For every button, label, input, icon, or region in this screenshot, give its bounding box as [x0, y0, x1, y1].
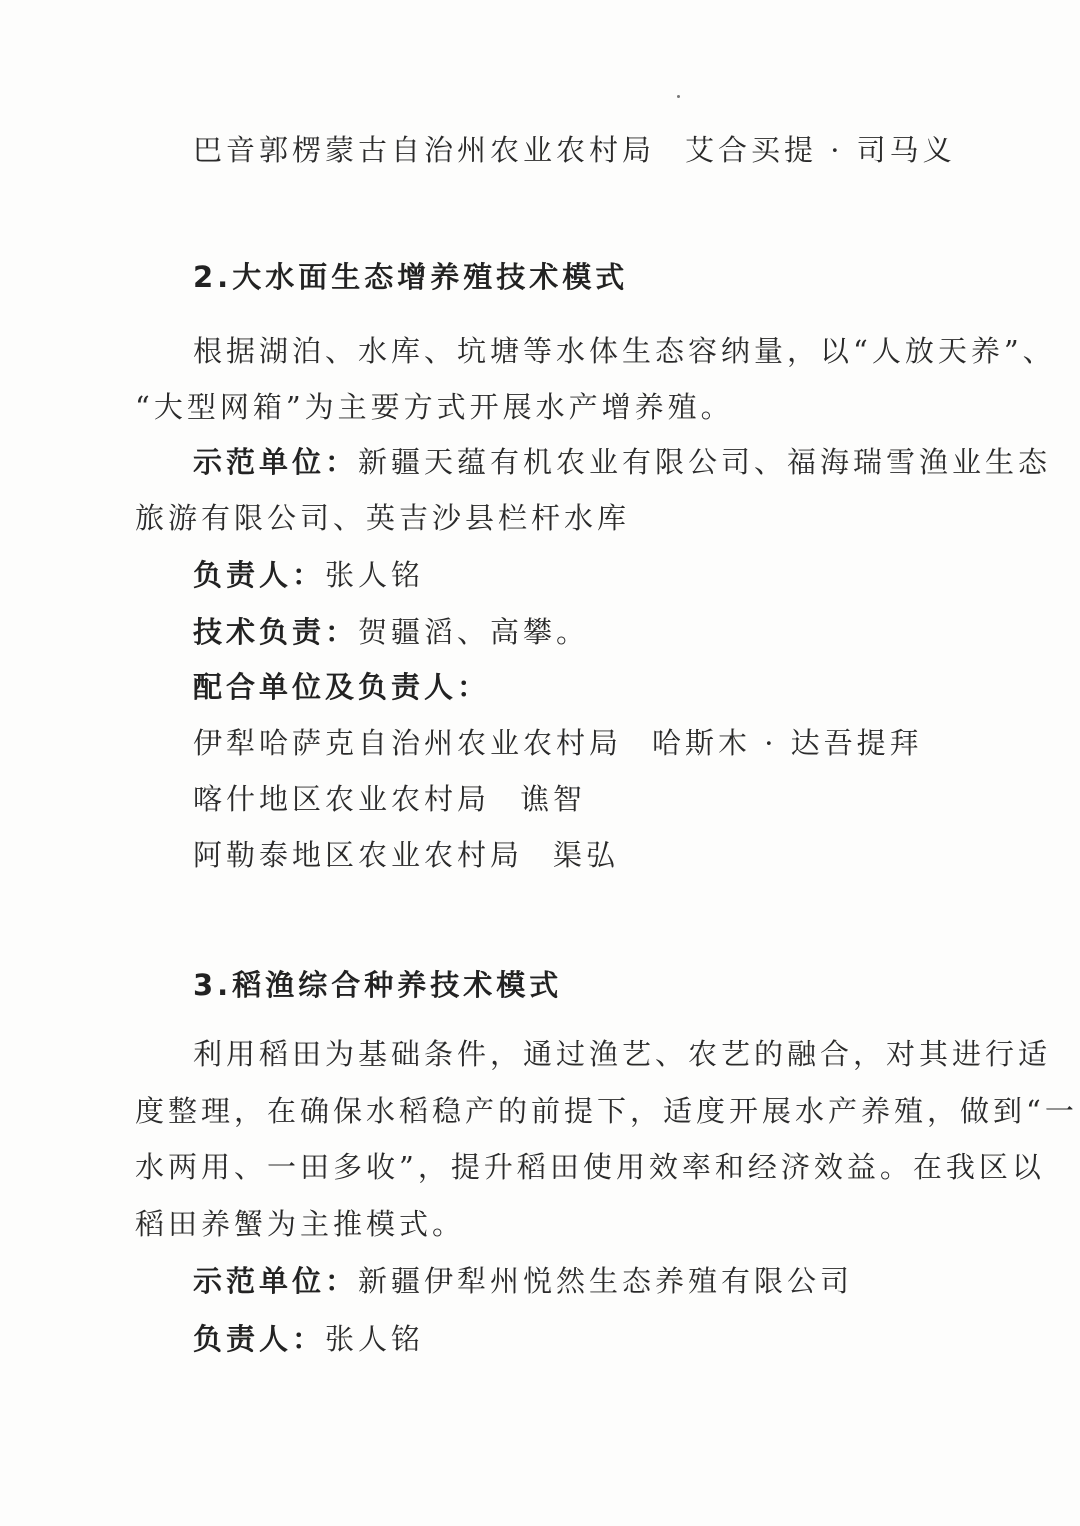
scan-speck — [677, 95, 680, 98]
section3-para-line4: 稻田养蟹为主推模式。 — [135, 1207, 466, 1241]
section2-demo-value-2: 旅游有限公司、英吉沙县栏杆水库 — [135, 501, 631, 535]
header-org: 巴音郭楞蒙古自治州农业农村局 — [193, 133, 656, 167]
header-line — [193, 130, 956, 170]
section2-tech-label: 技术负责： — [193, 615, 359, 649]
section2-demo-value-1: 新疆天蕴有机农业有限公司、福海瑞雪渔业生态 — [358, 445, 1052, 479]
section2-leader-label: 负责人： — [193, 558, 326, 592]
section2-coop-label: 配合单位及负责人： — [193, 670, 491, 704]
coop-person: 渠弘 — [553, 838, 620, 872]
section2-leader-value: 张人铭 — [325, 558, 425, 592]
header-person: 艾合买提 · 司马义 — [685, 133, 956, 167]
section3-demo-label: 示范单位： — [193, 1264, 359, 1298]
coop-person: 谯智 — [520, 782, 587, 816]
section2-coop-row — [193, 723, 923, 763]
section2-demo-line1 — [193, 442, 1051, 482]
section2-tech-value: 贺疆滔、高攀。 — [358, 615, 590, 649]
section3-para-line2: 度整理，在确保水稻稳产的前提下，适度开展水产养殖，做到“一 — [135, 1094, 1078, 1128]
coop-org: 伊犁哈萨克自治州农业农村局 — [193, 726, 623, 760]
section2-para-line2: “大型网箱”为主要方式开展水产增养殖。 — [135, 390, 734, 424]
section3-demo-line — [193, 1261, 853, 1301]
section3-leader-label: 负责人： — [193, 1322, 326, 1356]
section3-leader-line — [193, 1319, 424, 1359]
section2-tech-line — [193, 612, 589, 652]
coop-person: 哈斯木 · 达吾提拜 — [652, 726, 923, 760]
section3-para-line1: 利用稻田为基础条件，通过渔艺、农艺的融合，对其进行适 — [193, 1037, 1052, 1071]
section2-demo-label: 示范单位： — [193, 445, 359, 479]
section2-title: 2.大水面生态增养殖技术模式 — [193, 260, 629, 294]
coop-org: 喀什地区农业农村局 — [193, 782, 491, 816]
section3-demo-value: 新疆伊犁州悦然生态养殖有限公司 — [358, 1264, 854, 1298]
section2-leader-line — [193, 555, 424, 595]
section2-coop-row — [193, 779, 586, 819]
coop-org: 阿勒泰地区农业农村局 — [193, 838, 524, 872]
section3-para-line3: 水两用、一田多收”，提升稻田使用效率和经济效益。在我区以 — [135, 1150, 1045, 1184]
section2-para-line1: 根据湖泊、水库、坑塘等水体生态容纳量，以“人放天养”、 — [193, 334, 1056, 368]
section3-leader-value: 张人铭 — [325, 1322, 425, 1356]
section3-title: 3.稻渔综合种养技术模式 — [193, 968, 563, 1002]
section2-coop-row — [193, 835, 619, 875]
